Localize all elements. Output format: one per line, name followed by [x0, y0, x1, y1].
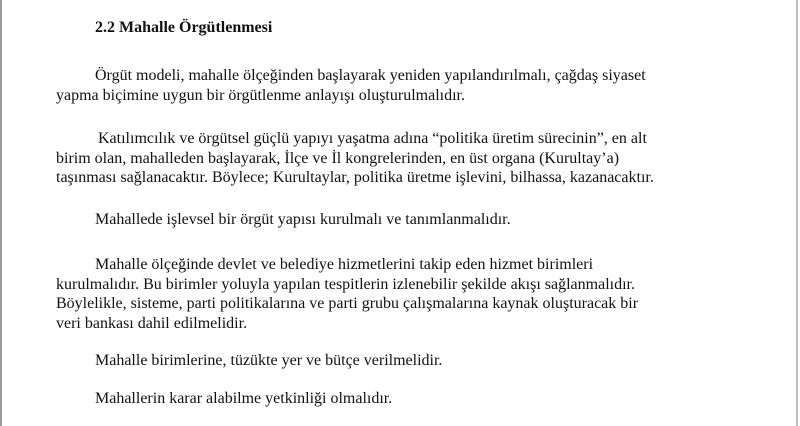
paragraph-line: birim olan, mahalleden başlayarak, İlçe ve İl kongrelerinden, en üst organa (Kurultay’a) — [56, 149, 620, 167]
page-left-border — [0, 0, 2, 426]
paragraph-line: kurulmalıdır. Bu birimler yoluyla yapılan tespitlerin izlenebilir şekilde akışı sağlanmalıdır. — [56, 275, 635, 293]
paragraph-participation — [56, 129, 776, 188]
page-right-border — [796, 0, 798, 426]
document-page — [56, 17, 776, 408]
paragraph-line: Mahalle birimlerine, tüzükte yer ve bütçe verilmelidir. — [95, 352, 443, 369]
paragraph-budget — [56, 351, 776, 371]
paragraph-organization-model — [56, 66, 776, 105]
section-heading: 2.2 Mahalle Örgütlenmesi — [95, 19, 273, 36]
paragraph-functional-structure — [56, 210, 776, 230]
paragraph-service-units — [56, 255, 776, 333]
paragraph-line: Katılımcılık ve örgütsel güçlü yapıyı yaşatma adına “politika üretim sürecinin”, en alt — [98, 130, 647, 147]
paragraph-line: Örgüt modeli, mahalle ölçeğinden başlayarak yeniden yapılandırılmalı, çağdaş siyaset — [95, 67, 646, 84]
paragraph-line: Mahallede işlevsel bir örgüt yapısı kurulmalı ve tanımlanmalıdır. — [95, 210, 511, 228]
paragraph-decision-authority — [56, 389, 776, 409]
paragraph-line: Mahallerin karar alabilme yetkinliği olmalıdır. — [95, 389, 393, 407]
paragraph-line: Böylelikle, sisteme, parti politikalarına ve parti grubu çalışmalarına kaynak oluşturacak bir — [56, 295, 639, 312]
paragraph-line: veri bankası dahil edilmelidir. — [56, 314, 248, 332]
paragraph-line: Mahalle ölçeğinde devlet ve belediye hizmetlerini takip eden hizmet birimleri — [95, 256, 594, 273]
paragraph-line: taşınması sağlanacaktır. Böylece; Kurultaylar, politika üretme işlevini, bilhassa, kazanacaktır. — [56, 169, 654, 186]
paragraph-line: yapma biçimine uygun bir örgütlenme anlayışı oluşturulmalıdır. — [56, 86, 465, 104]
